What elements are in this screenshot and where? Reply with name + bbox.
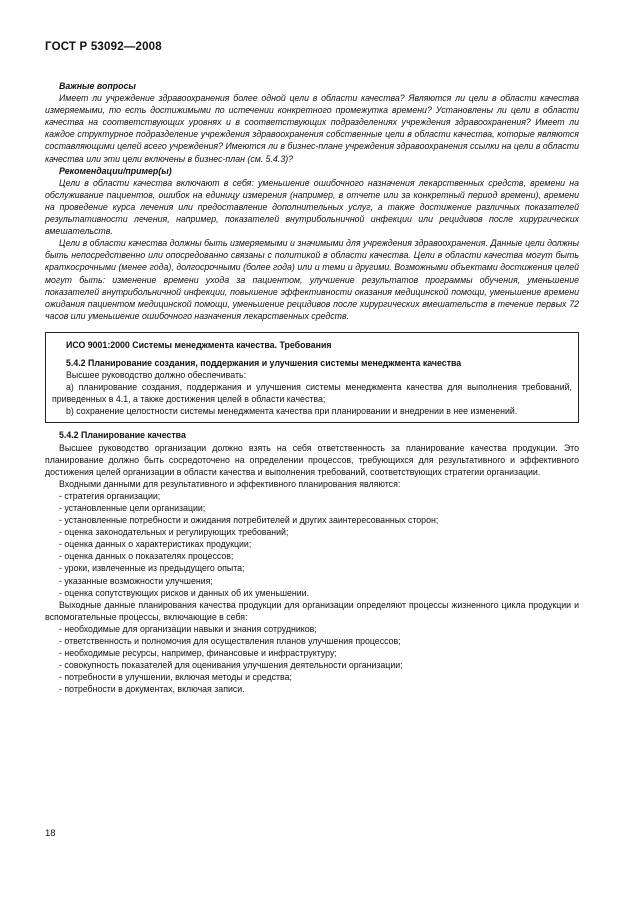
page-content (45, 80, 579, 696)
list-item: - оценка данных о характеристиках продукции; (59, 539, 252, 550)
section-heading: 5.4.2 Планирование качества (59, 430, 186, 441)
iso-box-title: ИСО 9001:2000 Системы менеджмента качества. Требования (66, 339, 332, 350)
important-questions-text: Имеет ли учреждение здравоохранения более одной цели в области качества? Являются ли цели в области качества измеряемыми, то есть достижимыми по истечении конкретного промежутка времени? Установлены ли цели в области качества на соответствующих уровнях и в соответствующих подразделениях учреждения здравоохранения? Имеет ли каждое структурное подразделение учреждения здравоохранения собственные цели в области качества, которые являются составляющими целей всего учреждения? Имеются ли в бизнес-плане учреждения здравоохранения ссылки на цели в области качества или эти цели включены в бизнес-план (см. 5.4.3)? (45, 93, 579, 164)
iso-box-item-b: b) сохранение целостности системы менеджмента качества при планировании и внедрении в нее изменений. (66, 406, 518, 417)
recommendations-paragraph-1: Цели в области качества включают в себя: уменьшение ошибочного назначения лекарственных средств, времени на обслуживание пациентов, ошибок на единицу измерения (например, в отчете или за конкретный период времени), времени на проведение курса лечения или предоставление дополнительных услуг, а также достижение различных показателей результативности лечения, например, показателей внутрибольничной инфекции или рецидивов после хирургических вмешательств. (45, 177, 579, 237)
list-item: - ответственность и полномочия для осуществления планов улучшения процессов; (59, 636, 401, 647)
list-item: - установленные цели организации; (59, 503, 206, 513)
recommendations-paragraph-2: Цели в области качества должны быть измеряемыми и значимыми для учреждения здравоохранения. Данные цели должны быть непосредственно или опосредованно связаны с политикой в области качества. Цели в области качества могут быть краткосрочными (менее года), долгосрочными (более года) или и теми и другими. Возможными объектами достижения целей могут быть: изменение времени ухода за пациентом, улучшение результатов программы обучения, уменьшение показателей внутрибольничной инфекции, повышение эффективности оказания медицинской помощи, уменьшение времени ожидания пациентом медицинской помощи, уменьшение рецидивов после хирургических вмешательств в течение первых 72 часов или уменьшение ошибочного назначения лекарственных средств. (45, 238, 579, 321)
outputs-intro: Выходные данные планирования качества продукции для организации определяют процессы жизненного цикла продукции и вспомогательные процессы, включающие в себя: (45, 599, 579, 622)
list-item: - потребности в документах, включая записи. (59, 684, 245, 695)
iso-box-line: Высшее руководство должно обеспечивать: (66, 370, 247, 381)
iso-requirements-box (45, 332, 579, 424)
list-item: - установленные потребности и ожидания потребителей и других заинтересованных сторон; (59, 515, 439, 526)
list-item: - оценка сопутствующих рисков и данных об их уменьшении. (59, 587, 310, 598)
list-item: - потребности в улучшении, включая методы и средства; (59, 672, 292, 683)
list-item: - оценка данных о показателях процессов; (59, 551, 234, 562)
inputs-list (45, 490, 579, 599)
iso-box-item-a: а) планирование создания, поддержания и улучшения системы менеджмента качества для выполнения требований, приведенных в 4.1, а также достижения целей в области качества; (52, 382, 572, 405)
list-item: - указанные возможности улучшения; (59, 575, 213, 586)
document-header: ГОСТ Р 53092—2008 (45, 41, 162, 53)
iso-box-subheading: 5.4.2 Планирование создания, поддержания и улучшения системы менеджмента качества (66, 357, 462, 368)
page-number: 18 (45, 828, 56, 839)
list-item: - уроки, извлеченные из предыдущего опыта; (59, 563, 245, 574)
section-paragraph-1: Высшее руководство организации должно взять на себя ответственность за планирование качества продукции. Это планирование должно быть сосредоточено на определении процессов, требующихся для результативного и эффективного достижения целей организации в области качества и выполнения требований, соответствующих стратегии организации. (45, 442, 579, 477)
list-item: - оценка законодательных и регулирующих требований; (59, 527, 289, 538)
recommendations-heading: Рекомендации/пример(ы) (59, 165, 172, 176)
important-questions-heading: Важные вопросы (59, 81, 136, 91)
list-item: - стратегия организации; (59, 490, 161, 501)
list-item: - совокупность показателей для оценивания улучшения деятельности организации; (59, 660, 403, 671)
inputs-intro: Входными данными для результативного и эффективного планирования являются: (59, 478, 401, 489)
list-item: - необходимые ресурсы, например, финансовые и инфраструктуру; (59, 648, 337, 659)
list-item: - необходимые для организации навыки и знания сотрудников; (59, 623, 317, 634)
outputs-list (45, 623, 579, 696)
